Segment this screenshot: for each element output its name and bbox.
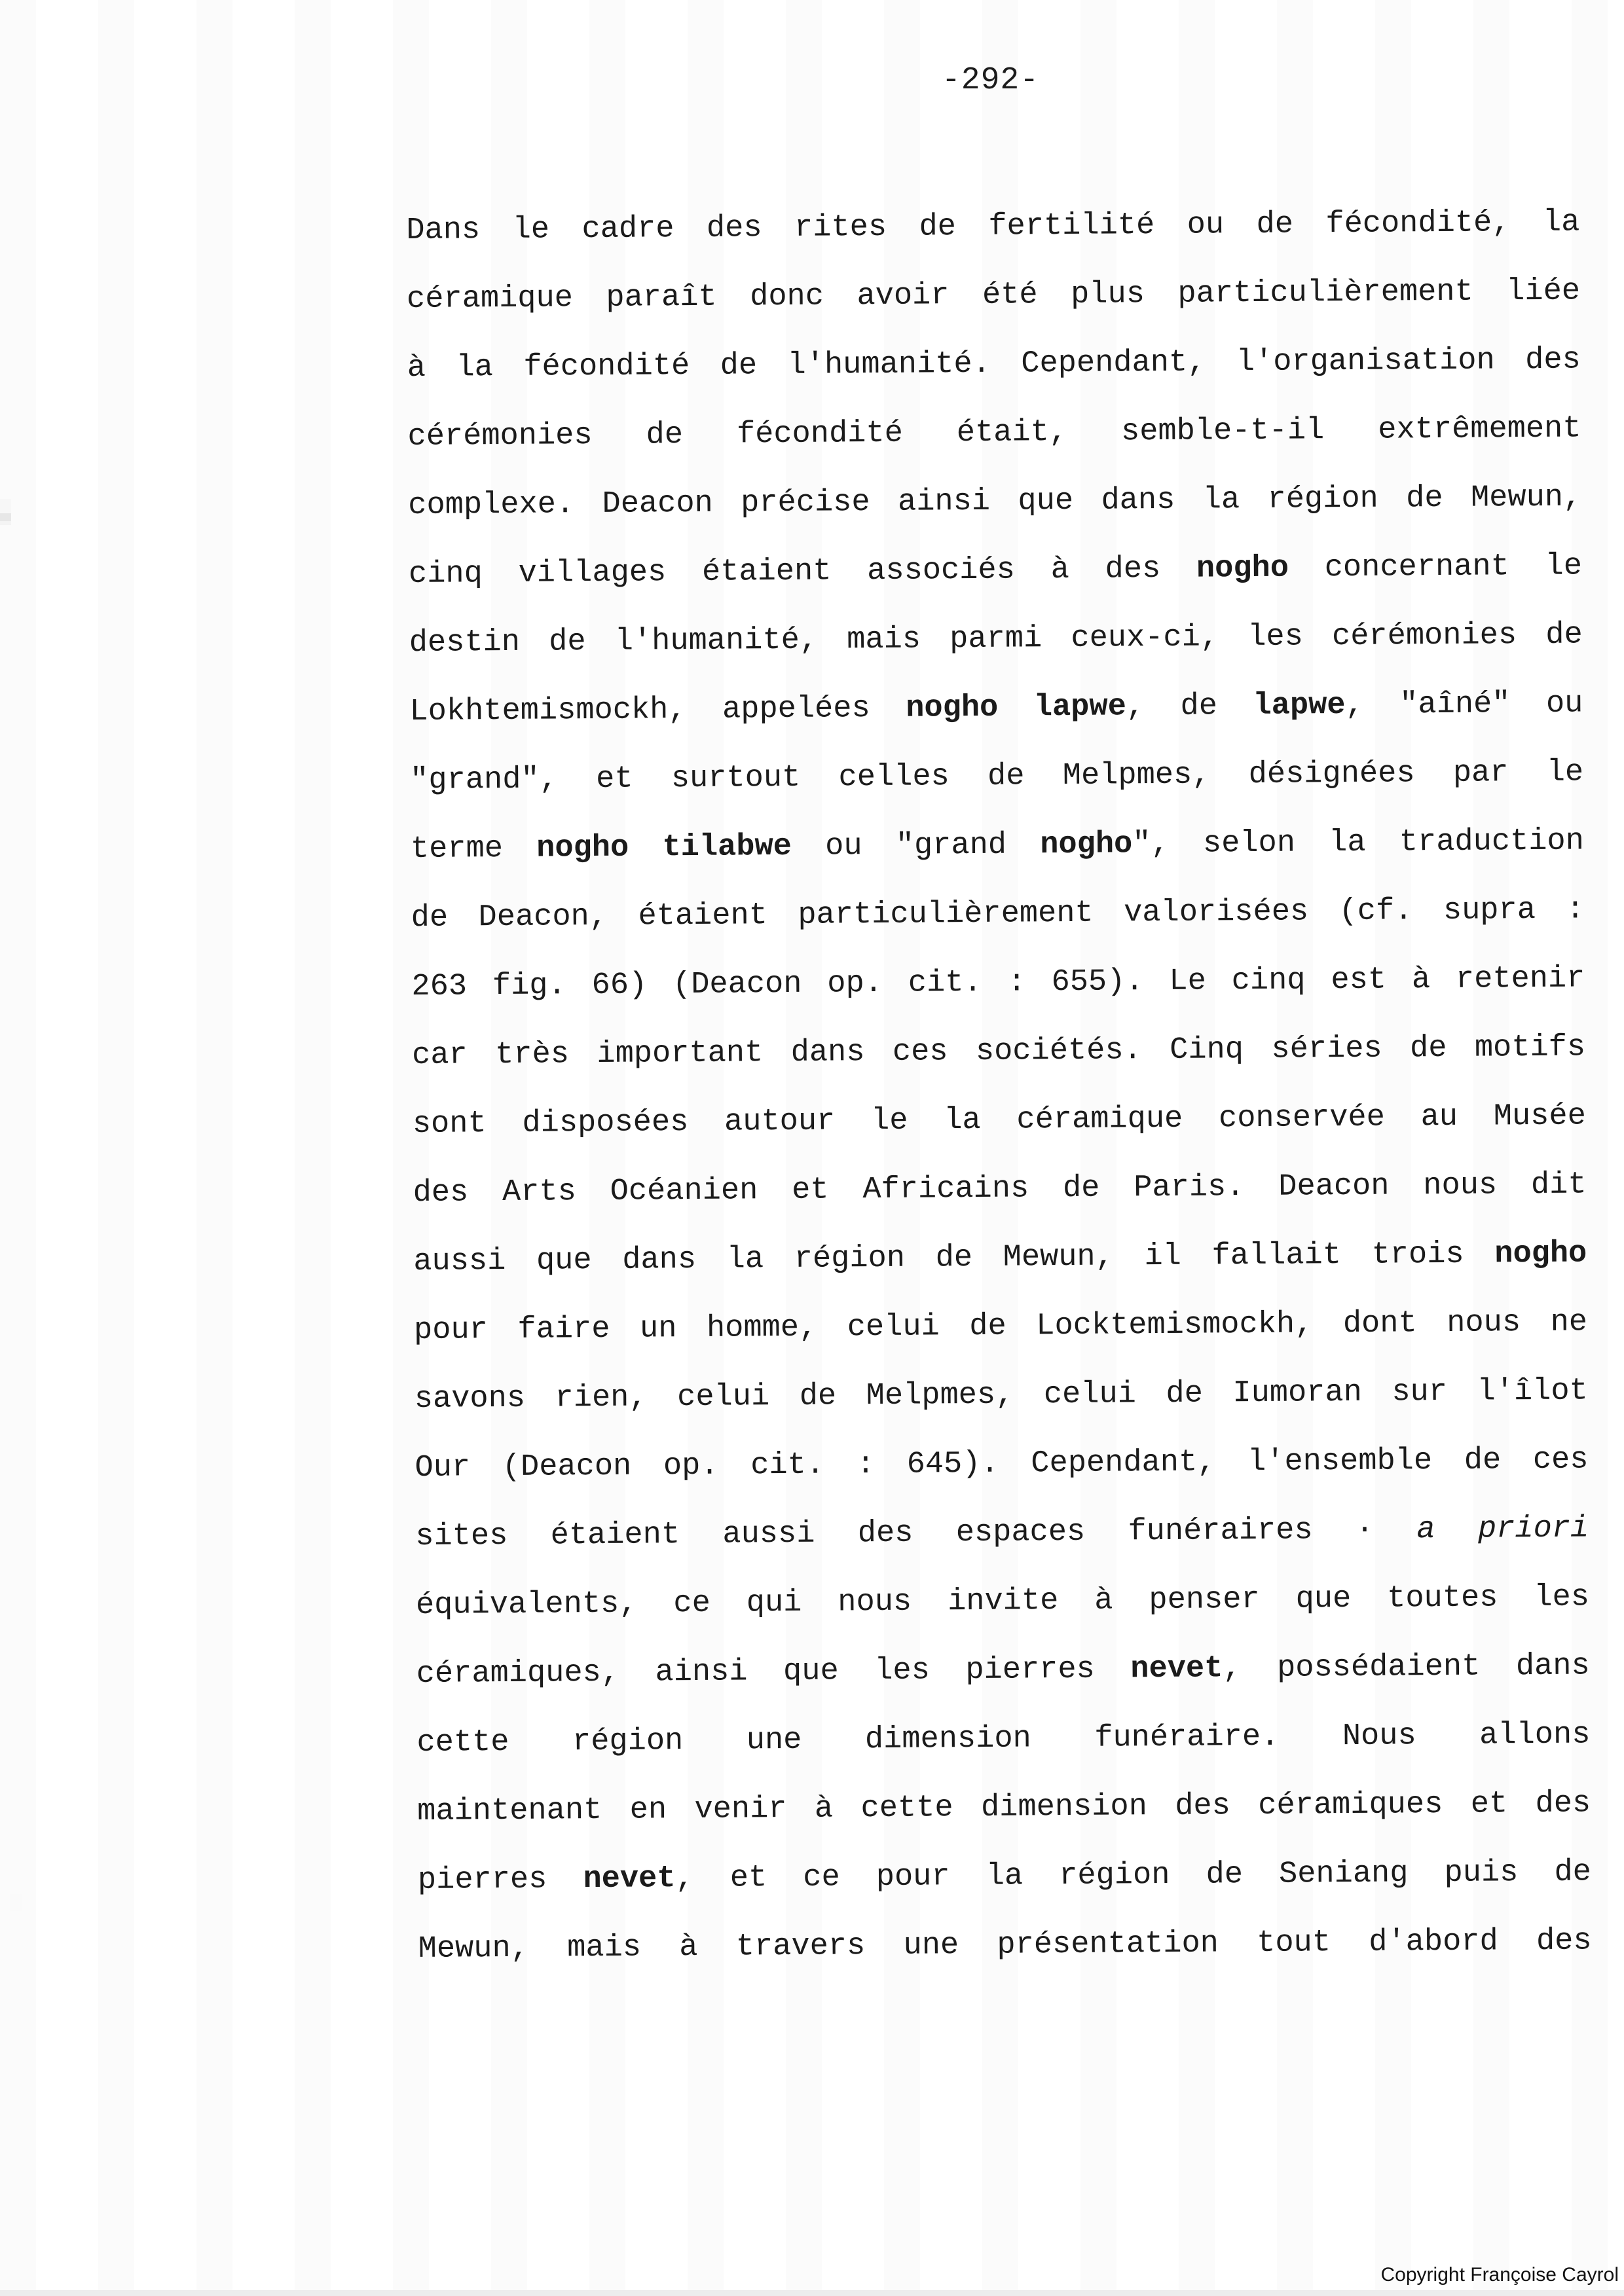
- text-line: [416, 1700, 1591, 1777]
- text-segment: terme: [410, 831, 537, 867]
- text-segment: Dans le cadre des rites de fertilité ou de fécondité, la: [406, 205, 1580, 248]
- text-line: [409, 600, 1583, 678]
- text-segment: sont disposées autour le la céramique conservée au Musée: [412, 1099, 1587, 1142]
- emphasized-term: nogho: [1040, 827, 1133, 863]
- text-line: [415, 1494, 1589, 1571]
- text-line: [411, 807, 1585, 884]
- text-segment: cérémonies de fécondité était, semble-t-il extrêmement: [407, 411, 1581, 454]
- text-segment: cette région une dimension funéraire. Nous allons: [416, 1717, 1591, 1760]
- emphasized-term: nogho tilabwe: [536, 829, 792, 866]
- text-segment: équivalents, ce qui nous invite à penser que toutes les: [415, 1580, 1590, 1623]
- text-line: [410, 738, 1584, 815]
- text-line: [408, 463, 1582, 540]
- text-line: [406, 188, 1580, 265]
- text-line: [411, 944, 1585, 1021]
- text-line: [414, 1288, 1588, 1365]
- emphasized-term: nogho lapwe: [906, 689, 1127, 726]
- text-segment: ", selon la traduction: [1132, 824, 1585, 862]
- text-segment: à la fécondité de l'humanité. Cependant, l'organisation des: [407, 342, 1581, 386]
- text-segment: Mewun, mais à travers une présentation tout d'abord des: [418, 1923, 1592, 1967]
- text-line: [411, 875, 1585, 953]
- text-segment: 263 fig. 66) (Deacon op. cit. : 655). Le cinq est à retenir: [411, 961, 1585, 1004]
- emphasized-term: lapwe: [1253, 688, 1346, 723]
- text-segment: complexe. Deacon précise ainsi que dans la région de Mewun,: [408, 480, 1582, 523]
- text-segment: "grand", et surtout celles de Melpmes, désignées par le: [410, 755, 1584, 798]
- text-line: [407, 394, 1581, 471]
- text-line: [407, 257, 1581, 334]
- text-line: [418, 1906, 1592, 1984]
- text-segment: pierres: [417, 1862, 583, 1898]
- text-segment: céramiques, ainsi que les pierres: [416, 1652, 1131, 1692]
- text-line: [418, 1838, 1592, 1915]
- scan-artifact-left: [0, 499, 11, 525]
- text-line: [416, 1563, 1590, 1640]
- text-segment: Our (Deacon op. cit. : 645). Cependant, l'ensemble de ces: [415, 1442, 1589, 1485]
- text-segment: , possédaient dans: [1223, 1649, 1590, 1686]
- emphasized-term: nevet: [583, 1861, 676, 1897]
- text-segment: ou "grand: [791, 828, 1041, 864]
- text-segment: de Deacon, étaient particulièrement valorisées (cf. supra :: [411, 892, 1585, 936]
- text-segment: maintenant en venir à cette dimension des céramiques et des: [417, 1786, 1591, 1829]
- emphasized-term: nogho: [1196, 551, 1289, 587]
- scan-artifact-left-lower: [10, 1894, 22, 1911]
- scan-artifact-bottom: [0, 2290, 1624, 2296]
- text-line: [407, 325, 1581, 403]
- text-segment: Lokhtemismockh, appelées: [409, 691, 906, 729]
- text-segment: destin de l'humanité, mais parmi ceux-ci, les cérémonies de: [409, 617, 1583, 661]
- page-number: -292-: [942, 63, 1040, 98]
- text-line: [413, 1082, 1587, 1159]
- text-segment: concernant le: [1288, 549, 1583, 586]
- text-segment: cinq villages étaient associés à des: [408, 551, 1197, 592]
- text-line: [416, 1631, 1590, 1709]
- text-line: [414, 1357, 1588, 1434]
- text-line: [412, 1013, 1586, 1090]
- text-line: [413, 1219, 1587, 1296]
- text-line: [413, 1150, 1587, 1228]
- text-segment: savons rien, celui de Melpmes, celui de Iumoran sur l'îlot: [414, 1374, 1588, 1417]
- text-line: [417, 1769, 1591, 1846]
- text-segment: , "aîné" ou: [1345, 686, 1583, 723]
- text-body: [406, 188, 1592, 1983]
- text-segment: sites étaient aussi des espaces funéraires ·: [415, 1512, 1417, 1554]
- text-segment: car très important dans ces sociétés. Cinq séries de motifs: [411, 1030, 1586, 1073]
- text-line: [409, 532, 1583, 609]
- text-segment: des Arts Océanien et Africains de Paris. Deacon nous dit: [413, 1167, 1587, 1211]
- text-line: [409, 669, 1583, 746]
- emphasized-term: nogho: [1494, 1236, 1587, 1272]
- text-segment: , et ce pour la région de Seniang puis de: [675, 1855, 1592, 1897]
- text-segment: aussi que dans la région de Mewun, il fallait trois: [413, 1237, 1495, 1279]
- text-segment: , de: [1126, 688, 1253, 725]
- emphasized-term: nevet: [1130, 1651, 1223, 1687]
- text-line: [415, 1425, 1589, 1503]
- text-segment: céramique paraît donc avoir été plus particulièrement liée: [406, 274, 1581, 317]
- copyright-notice: Copyright Françoise Cayrol: [1380, 2264, 1619, 2286]
- text-segment: pour faire un homme, celui de Locktemismockh, dont nous ne: [413, 1305, 1588, 1348]
- italic-term: a priori: [1416, 1511, 1589, 1548]
